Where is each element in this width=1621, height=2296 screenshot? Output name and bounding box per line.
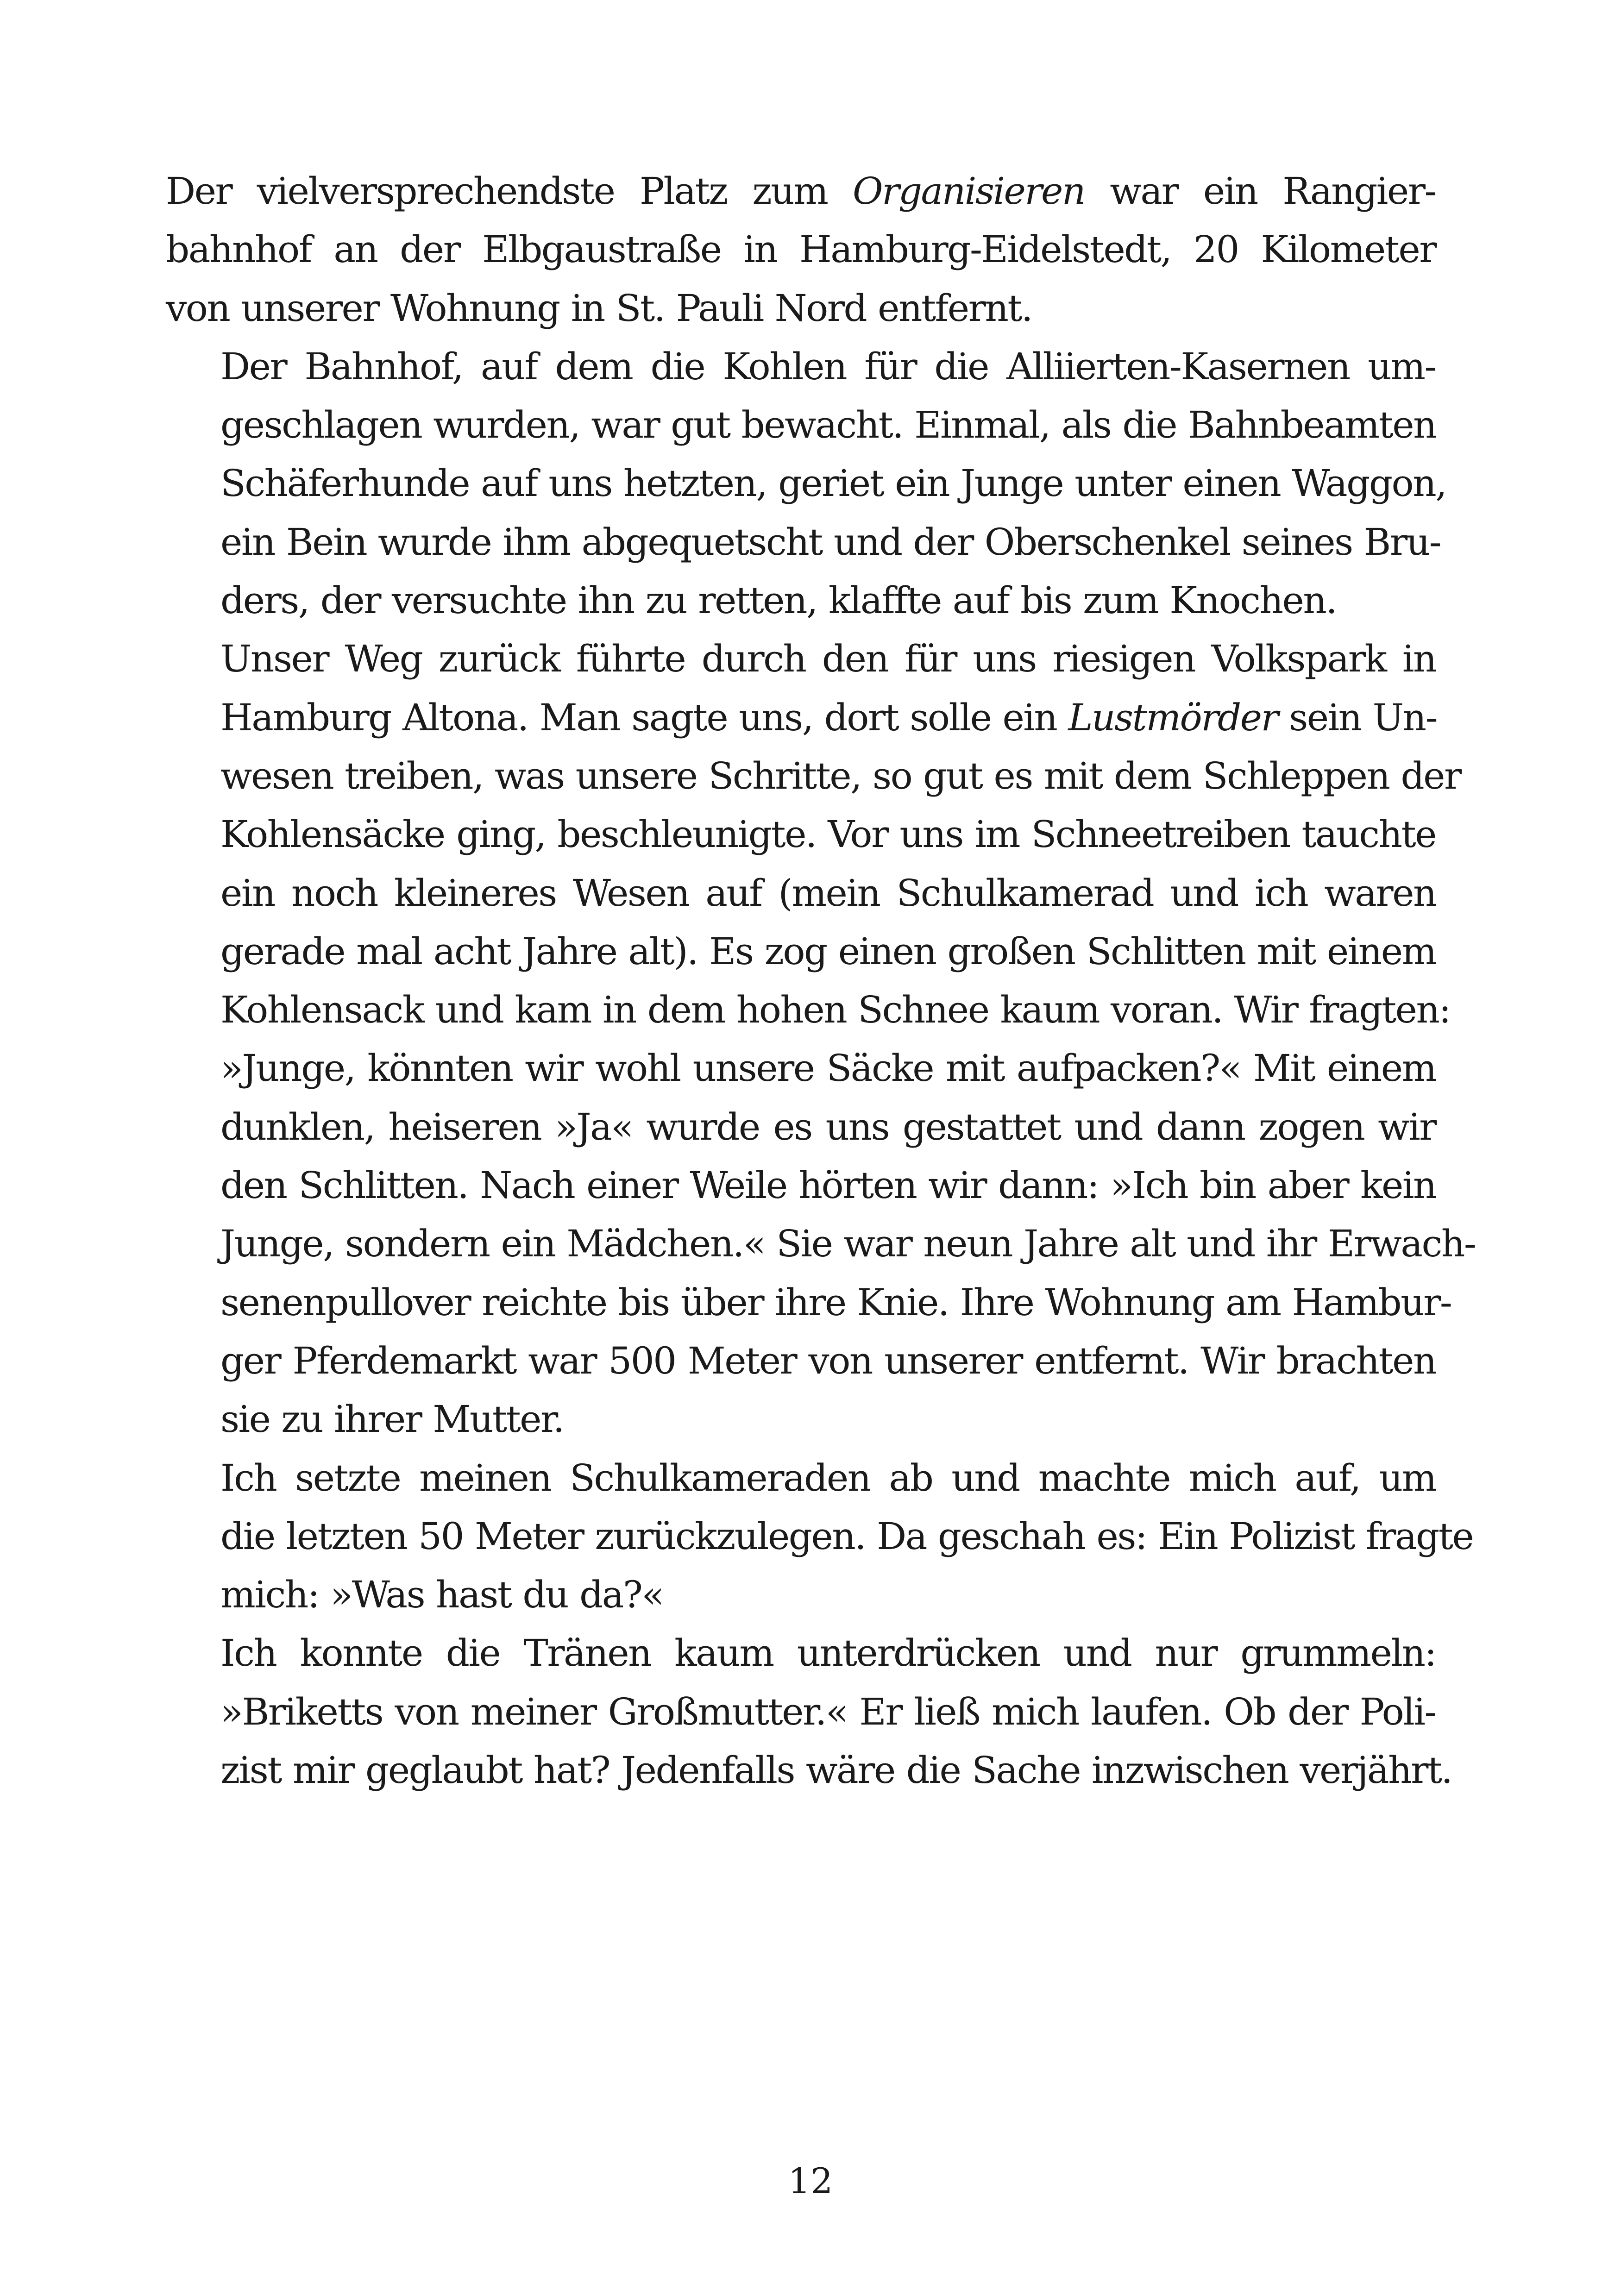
text-line [166, 1624, 1436, 1682]
text-line [166, 689, 1436, 747]
emphasized-term: Organisieren [852, 169, 1085, 213]
text-run: Unser Weg zurück führte durch den für uns riesigen Volkspark in [220, 637, 1436, 681]
text-run: Junge, sondern ein Mädchen.« Sie war neun Jahre alt und ihr Erwach- [220, 1222, 1476, 1266]
text-line [166, 1741, 1452, 1800]
text-run: von unserer Wohnung in St. Pauli Nord entfernt. [166, 286, 1032, 330]
paragraph [166, 338, 1446, 630]
text-line [166, 1683, 1436, 1741]
text-run: »Briketts von meiner Großmutter.« Er ließ mich laufen. Ob der Poli- [220, 1690, 1436, 1733]
text-run: sie zu ihrer Mutter. [220, 1398, 564, 1441]
text-line [166, 1390, 1436, 1449]
text-line [166, 396, 1436, 454]
text-run: Der Bahnhof, auf dem die Kohlen für die Alliierten-Kasernen um- [220, 345, 1436, 388]
text-run: den Schlitten. Nach einer Weile hörten wir dann: »Ich bin aber kein [220, 1164, 1436, 1207]
text-line [166, 571, 1436, 630]
text-line [166, 338, 1436, 396]
text-line [166, 1332, 1436, 1390]
text-run: geschlagen wurden, war gut bewacht. Einmal, als die Bahnbeamten [220, 403, 1436, 447]
text-run: war ein Rangier- [1084, 169, 1436, 213]
text-run: ein Bein wurde ihm abgequetscht und der Oberschenkel seines Bru- [220, 520, 1441, 564]
text-run: ders, der versuchte ihn zu retten, klaffte auf bis zum Knochen. [220, 579, 1337, 622]
text-run: Kohlensack und kam in dem hohen Schnee kaum voran. Wir fragten: [220, 988, 1450, 1032]
page-number: 12 [788, 2160, 833, 2202]
body-text [166, 162, 1476, 1800]
text-line [166, 1507, 1473, 1566]
text-line [166, 1215, 1476, 1273]
paragraph [166, 1624, 1452, 1800]
text-run: »Junge, könnten wir wohl unsere Säcke mit aufpacken?« Mit einem [220, 1047, 1436, 1090]
text-line [166, 981, 1450, 1039]
text-line [166, 162, 1436, 220]
text-run: ein noch kleineres Wesen auf (mein Schulkamerad und ich waren [220, 871, 1436, 915]
text-run: Kohlensäcke ging, beschleunigte. Vor uns im Schneetreiben tauchte [220, 813, 1436, 856]
text-line [166, 747, 1461, 805]
text-run: Ich konnte die Tränen kaum unterdrücken und nur grummeln: [220, 1631, 1436, 1675]
paragraph [166, 1449, 1473, 1625]
text-run: ger Pferdemarkt war 500 Meter von unserer entfernt. Wir brachten [220, 1339, 1436, 1382]
text-run: dunklen, heiseren »Ja« wurde es uns gestattet und dann zogen wir [220, 1105, 1436, 1148]
text-run: sein Un- [1277, 696, 1437, 739]
text-line [166, 454, 1446, 513]
text-line [166, 1039, 1436, 1098]
text-run: die letzten 50 Meter zurückzulegen. Da geschah es: Ein Polizist fragte [220, 1514, 1473, 1558]
text-line [166, 805, 1436, 864]
text-run: zist mir geglaubt hat? Jedenfalls wäre die Sache inzwischen verjährt. [220, 1749, 1452, 1792]
text-run: mich: »Was hast du da?« [220, 1573, 663, 1617]
text-line [166, 1156, 1436, 1215]
text-line [166, 1449, 1436, 1507]
text-line [166, 864, 1436, 922]
text-run: Schäferhunde auf uns hetzten, geriet ein Junge unter einen Waggon, [220, 462, 1446, 505]
text-run: Hamburg Altona. Man sagte uns, dort solle ein [220, 696, 1068, 739]
paragraph [166, 162, 1436, 338]
text-line [166, 1273, 1451, 1332]
text-line [166, 220, 1436, 279]
text-line [166, 1098, 1436, 1156]
text-run: Der vielversprechendste Platz zum [166, 169, 853, 213]
text-line [166, 513, 1441, 571]
emphasized-term: Lustmörder [1068, 696, 1278, 739]
text-run: wesen treiben, was unsere Schritte, so gut es mit dem Schleppen der [220, 754, 1461, 797]
text-run: gerade mal acht Jahre alt). Es zog einen großen Schlitten mit einem [220, 929, 1436, 973]
text-run: bahnhof an der Elbgaustraße in Hamburg-Eidelstedt, 20 Kilometer [166, 228, 1436, 271]
text-line [166, 279, 1436, 338]
text-line [166, 630, 1436, 688]
text-line [166, 922, 1436, 981]
paragraph [166, 630, 1476, 1449]
text-run: Ich setzte meinen Schulkameraden ab und machte mich auf, um [220, 1456, 1436, 1499]
text-line [166, 1566, 1436, 1624]
text-run: senenpullover reichte bis über ihre Knie. Ihre Wohnung am Hambur- [220, 1280, 1451, 1324]
